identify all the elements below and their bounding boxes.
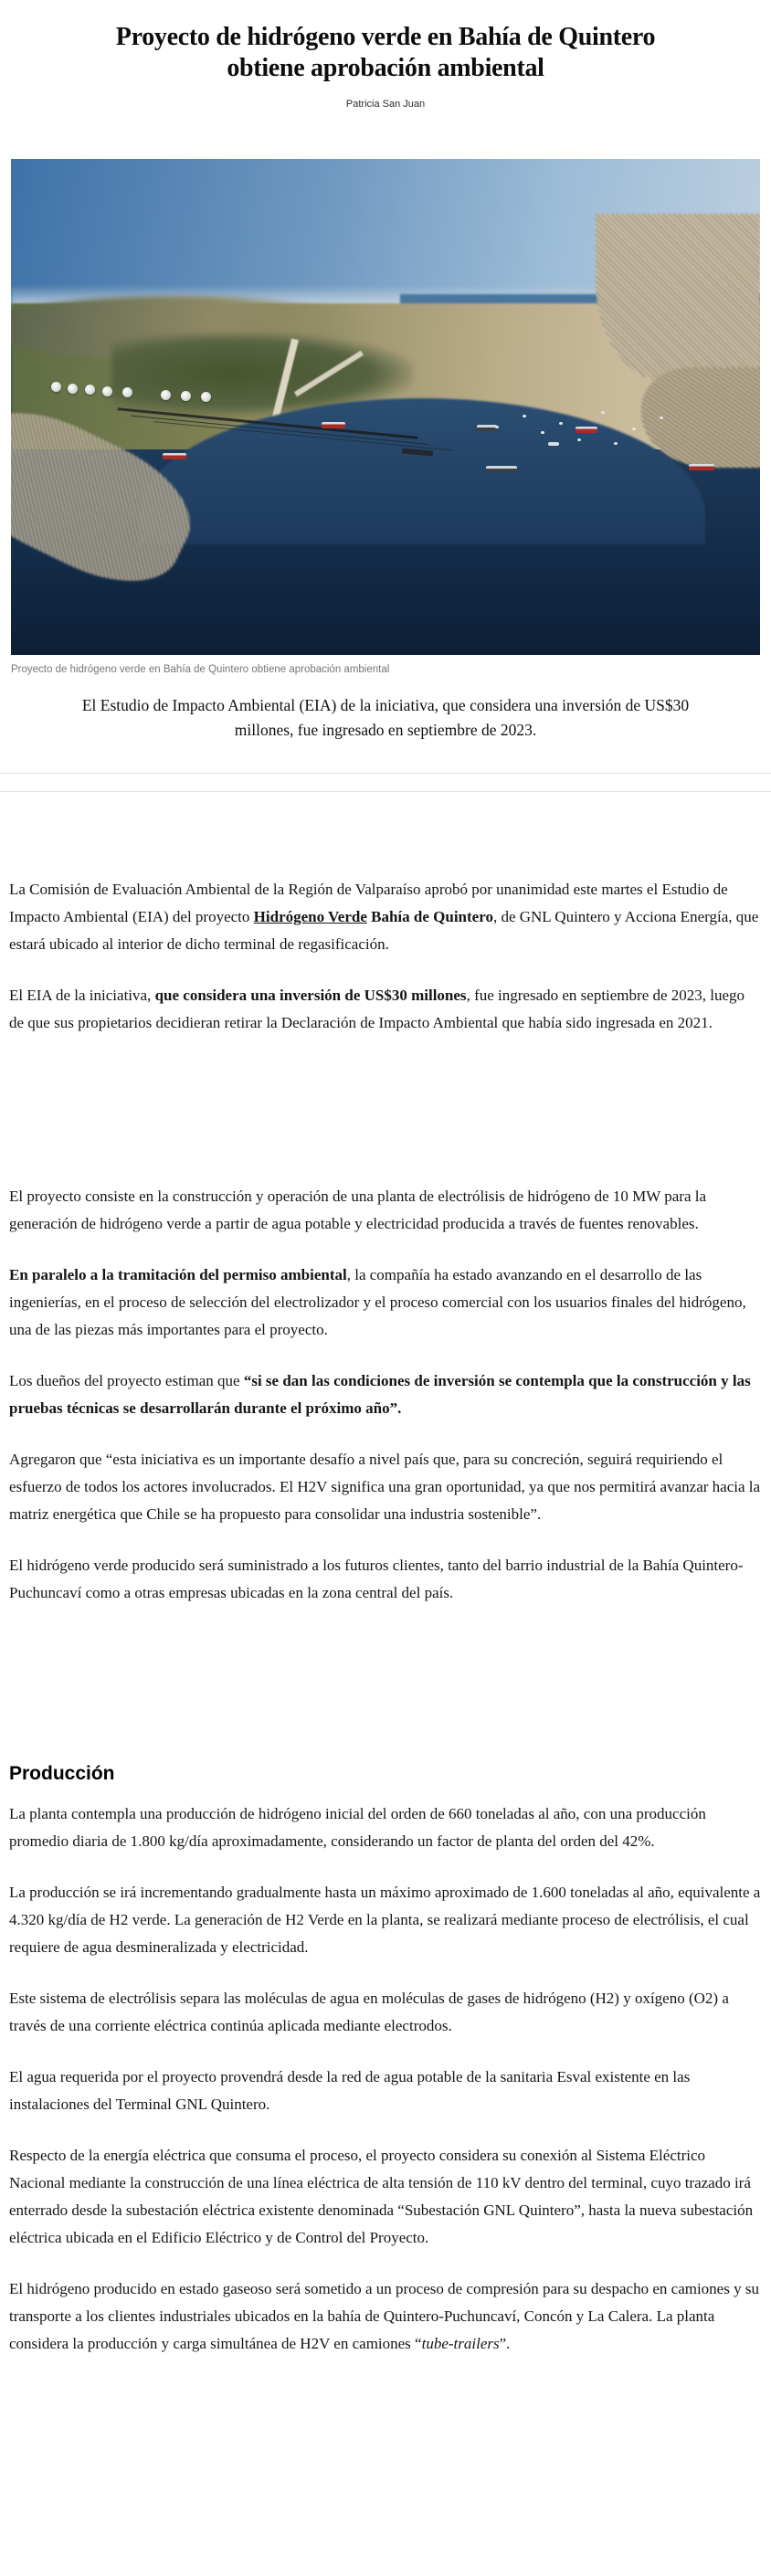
text-run: “si se dan las condiciones de inversión se contempla que la construcción y las pruebas técnicas se desarrollarán durante el próximo año”.: [9, 1372, 751, 1417]
text-run: El proyecto consiste en la construcción y operación de una planta de electrólisis de hidrógeno de 10 MW para la generación de hidrógeno verde a partir de agua potable y electricidad producida a través de fuentes renovables.: [9, 1188, 707, 1232]
body-paragraph: [9, 1800, 762, 1855]
article-photo: [11, 159, 760, 655]
photo-small-boats: [523, 415, 526, 417]
text-run: El hidrógeno producido en estado gaseoso será sometido a un proceso de compresión para su despacho en camiones y su transporte a los clientes industriales ubicados en la bahía de Quintero-Puchuncaví, Concón y La Calera. La planta considera la producción y carga simultánea de H2V en camiones “: [9, 2280, 759, 2352]
body-paragraph: [9, 1552, 762, 1607]
body-paragraph: [9, 2142, 762, 2252]
inline-link[interactable]: Hidrógeno Verde: [253, 908, 367, 925]
article-body: [9, 876, 762, 2358]
photo-ship: [322, 422, 345, 428]
article-title: Proyecto de hidrógeno verde en Bahía de Quintero obtiene aprobación ambiental: [115, 23, 656, 82]
photo-ship: [477, 425, 497, 431]
photo-ship: [689, 464, 714, 470]
body-paragraph: [9, 1183, 762, 1238]
text-run: , la compañía ha estado avanzando en el desarrollo de las ingenierías, en el proceso de selección del electrolizador y el proceso comercial con los usuarios finales del hidrógeno, una de las piezas más importantes para el proyecto.: [9, 1266, 746, 1338]
photo-ship: [163, 453, 186, 459]
body-paragraph: [9, 1985, 762, 2040]
text-run: ”.: [499, 2335, 511, 2352]
divider: [0, 773, 771, 774]
text-run: , fue ingresado en septiembre de 2023, luego de que sus propietarios decidieran retirar la Declaración de Impacto Ambiental que había sido ingresada en 2021.: [9, 987, 745, 1031]
text-run: La producción se irá incrementando gradualmente hasta un máximo aproximado de 1.600 toneladas al año, equivalente a 4.320 kg/día de H2 verde. La generación de H2 Verde en la planta, se realizará mediante proceso de electrólisis, el cual requiere de agua desmineralizada y electricidad.: [9, 1884, 761, 1956]
text-run: En paralelo a la tramitación del permiso ambiental: [9, 1266, 347, 1283]
text-run: La planta contempla una producción de hidrógeno inicial del orden de 660 toneladas al año, con una producción promedio diaria de 1.800 kg/día aproximadamente, considerando un factor de planta del orden del 42%.: [9, 1805, 706, 1850]
photo-ship: [486, 466, 517, 472]
text-run: Agregaron que “esta iniciativa es un importante desafío a nivel país que, para su concreción, seguirá requiriendo el esfuerzo de todos los actores involucrados. El H2V significa una gran oportunidad, ya que nos permitirá avanzar hacia la matriz energética que Chile se ha propuesto para consolidar una industria sostenible”.: [9, 1451, 761, 1523]
text-run: Los dueños del proyecto estiman que: [9, 1372, 244, 1389]
divider: [0, 791, 771, 792]
body-paragraph: [9, 2064, 762, 2118]
body-paragraph: [9, 2275, 762, 2358]
text-run: Bahía de Quintero: [366, 908, 493, 925]
body-paragraph: [9, 1262, 762, 1344]
text-run: Este sistema de electrólisis separa las moléculas de agua en moléculas de gases de hidrógeno (H2) y oxígeno (O2) a través de una corriente eléctrica continúa aplicada mediante electrodos.: [9, 1990, 729, 2034]
body-paragraph: [9, 1879, 762, 1961]
photo-caption: Proyecto de hidrógeno verde en Bahía de Quintero obtiene aprobación ambiental: [11, 664, 390, 675]
body-paragraph: [9, 1367, 762, 1422]
body-paragraph: [9, 1446, 762, 1528]
body-paragraph: [9, 876, 762, 958]
body-paragraph: [9, 982, 762, 1037]
text-run: Respecto de la energía eléctrica que consuma el proceso, el proyecto considera su conexión al Sistema Eléctrico Nacional mediante la construcción de una línea eléctrica de alta tensión de 110 kV dentro del terminal, cuyo trazado irá enterrado desde la subestación eléctrica existente denominada “Subestación GNL Quintero”, hasta la nueva subestación eléctrica ubicada en el Edificio Eléctrico y de Control del Proyecto.: [9, 2147, 754, 2246]
photo-storage-tanks: [51, 382, 234, 396]
photo-ship: [576, 427, 597, 433]
text-run: que considera una inversión de US$30 millones: [154, 987, 467, 1004]
photo-ship: [548, 442, 559, 446]
article-lead: El Estudio de Impacto Ambiental (EIA) de la iniciativa, que considera una inversión de US$30 millones, fue ingresado en septiembre de 2023.: [81, 696, 690, 739]
byline: Patricia San Juan: [345, 99, 426, 110]
section-heading: Producción: [9, 1763, 115, 1784]
photo-town-right: [596, 214, 760, 383]
text-run: El EIA de la iniciativa,: [9, 987, 155, 1004]
text-run: tube-trailers: [421, 2335, 500, 2352]
article: [0, 22, 771, 2358]
text-run: La Comisión de Evaluación Ambiental de la Región de Valparaíso aprobó por unanimidad este martes el Estudio de Impacto Ambiental (EIA) del proyecto: [9, 881, 728, 925]
text-run: El agua requerida por el proyecto provendrá desde la red de agua potable de la sanitaria Esval existente en las instalaciones del Terminal GNL Quintero.: [9, 2068, 691, 2113]
text-run: , de GNL Quintero y Acciona Energía, que estará ubicado al interior de dicho terminal de regasificación.: [9, 908, 759, 953]
text-run: El hidrógeno verde producido será suministrado a los futuros clientes, tanto del barrio industrial de la Bahía Quintero-Puchuncaví como a otras empresas ubicadas en la zona central del país.: [9, 1557, 744, 1601]
